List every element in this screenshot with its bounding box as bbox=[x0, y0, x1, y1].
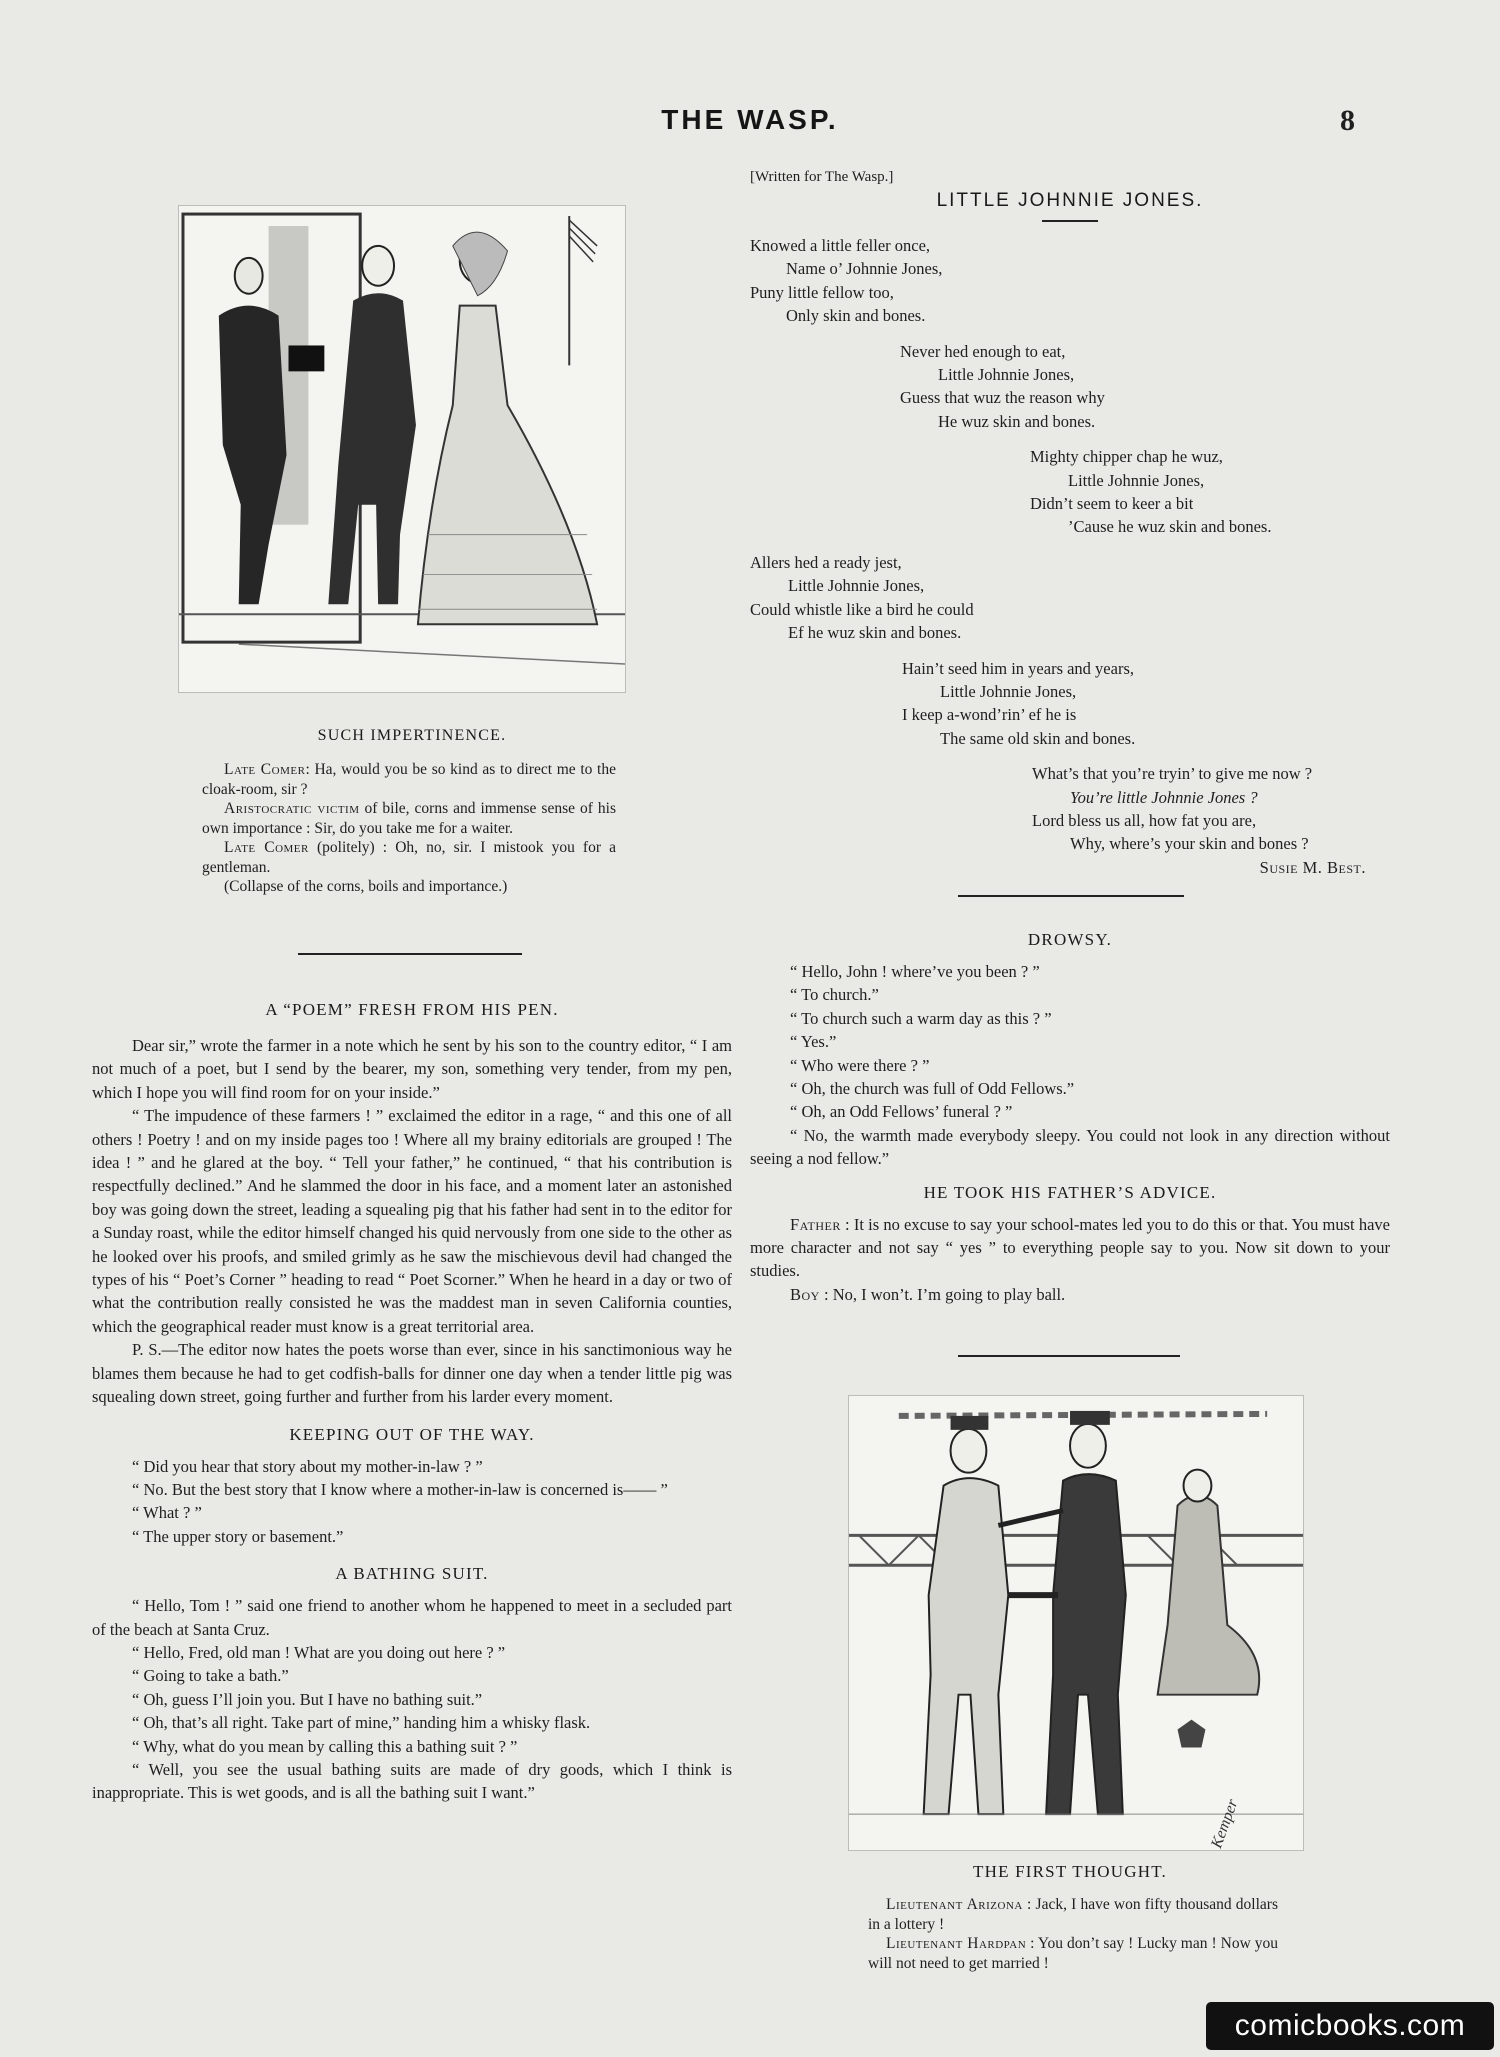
cartoon2-caption bbox=[750, 1862, 1390, 1882]
caption-line bbox=[202, 799, 616, 838]
cartoon-such-impertinence bbox=[178, 205, 626, 693]
dialog-line: “ Well, you see the usual bathing suits are made of dry goods, which I think is inappropriate. This is wet goods, and is all the bathing suit I want.” bbox=[92, 1759, 732, 1803]
dialog-line: “ Oh, an Odd Fellows’ funeral ? ” bbox=[790, 1102, 1013, 1122]
cartoon2-dialog bbox=[868, 1895, 1278, 1973]
caption-stage: (Collapse of the corns, boils and importance.) bbox=[224, 878, 508, 895]
divider bbox=[298, 953, 522, 955]
dialog-line: Boy : No, I won’t. I’m going to play ball. bbox=[790, 1284, 1066, 1304]
caption-text: of bile, corns and immense sense of his own importance : Sir, do you take me for a waiter. bbox=[202, 800, 616, 837]
dialog-line: “ Oh, that’s all right. Take part of mine,” handing him a whisky flask. bbox=[132, 1713, 591, 1733]
artist-signature: Kemper bbox=[1208, 1797, 1242, 1851]
stanza: Knowed a little feller once, Name o’ Johnnie Jones, Puny little fellow too, Only skin and bones. bbox=[750, 236, 943, 326]
watermark-logo: comicbooks.com bbox=[1206, 2002, 1494, 2050]
divider bbox=[958, 1355, 1180, 1357]
dialog-line: “ The upper story or basement.” bbox=[132, 1526, 344, 1546]
drowsy-title: DROWSY. bbox=[1027, 930, 1113, 949]
advice-title: HE TOOK HIS FATHER’S ADVICE. bbox=[923, 1182, 1217, 1202]
bathing-title: A BATHING SUIT. bbox=[335, 1564, 489, 1584]
dialog-line: “ To church.” bbox=[790, 985, 879, 1005]
dialog-line: Father : It is no excuse to say your school-mates led you to do this or that. You must have more character and not say “ yes ” to everything people say to you. Now sit down to your studies. bbox=[750, 1214, 1390, 1281]
page-number: 8 bbox=[1340, 104, 1355, 137]
dialog-line: “ Oh, the church was full of Odd Fellows.” bbox=[790, 1079, 1075, 1099]
speaker: Late Comer bbox=[224, 761, 306, 778]
caption-text: Ha, would you be so kind as to direct me to the cloak-room, sir ? bbox=[202, 761, 616, 798]
caption-text: Oh, no, sir. I mistook you for a gentleman. bbox=[202, 839, 616, 876]
paragraph: P. S.—The editor now hates the poets worse than ever, since in his sanctimonious way he blames them because he had to get codfish-balls for dinner one day when a tender little pig was squealing down street, going further and further from his larder every moment. bbox=[92, 1340, 732, 1407]
poem-title: LITTLE JOHNNIE JONES. bbox=[936, 190, 1204, 211]
paragraph: “ The impudence of these farmers ! ” exclaimed the editor in a rage, “ and this one of all others ! Poetry ! and on my inside pages too ! Where all my brainy editorials are grouped ! The idea ! ” and he glared at the boy. “ Tell your father,” he continued, “ that his contribution is respectfully declined.” And he slammed the door in his face, and a moment later an astonished boy was going down the street, leading a squealing pig that his father had sent in to the editor for a Sunday roast, while the editor himself changed his quid nervously from one side to the other as he looked over his proofs, and smiled grimly as he saw the mischievous devil had changed the types of his “ Poet’s Corner ” heading to read “ Poet Scorner.” When he heard in a day or two of what the contribution really consisted he was the maddest man in seven California counties, which the geographical reader must know is a great territorial area. bbox=[92, 1106, 732, 1336]
dialog-line: “ Did you hear that story about my mother-in-law ? ” bbox=[132, 1456, 483, 1476]
caption-line: Lieutenant Arizona : Jack, I have won fifty thousand dollars in a lottery ! bbox=[868, 1896, 1278, 1933]
poem-story bbox=[92, 1000, 732, 1805]
caption-line: Late Comer: Ha, would you be so kind as to direct me to the cloak-room, sir ? bbox=[202, 761, 616, 798]
left-column bbox=[92, 727, 732, 745]
cartoon-first-thought bbox=[848, 1395, 1304, 1851]
officers-illustration bbox=[849, 1396, 1303, 1850]
ballroom-illustration bbox=[179, 206, 625, 692]
stanza: Mighty chipper chap he wuz, Little Johnnie Jones, Didn’t seem to keer a bit ’Cause he wuz skin and bones. bbox=[1030, 447, 1272, 537]
cartoon2-title: THE FIRST THOUGHT. bbox=[973, 1862, 1167, 1881]
poem-credit: [Written for The Wasp.] bbox=[750, 169, 894, 185]
poem-author: Susie M. Best. bbox=[1259, 857, 1366, 877]
caption-line: Late Comer (politely) : Oh, no, sir. I mistook you for a gentleman. bbox=[202, 839, 616, 876]
dialog-line: “ No. But the best story that I know where a mother-in-law is concerned is—— ” bbox=[132, 1479, 668, 1499]
speaker: Father bbox=[790, 1214, 841, 1234]
cartoon1-title: SUCH IMPERTINENCE. bbox=[317, 727, 507, 744]
speaker: Lieutenant Hardpan bbox=[886, 1935, 1027, 1952]
stanza: Never hed enough to eat, Little Johnnie Jones, Guess that wuz the reason why He wuz skin and bones. bbox=[900, 341, 1105, 431]
dialog-line: “ Going to take a bath.” bbox=[132, 1666, 289, 1686]
poem-story-title: A “POEM” FRESH FROM HIS PEN. bbox=[265, 1000, 559, 1019]
masthead: THE WASP. bbox=[661, 104, 839, 135]
caption-line: Lieutenant Hardpan : You don’t say ! Lucky man ! Now you will not need to get married ! bbox=[868, 1935, 1278, 1972]
dialog-line: “ No, the warmth made everybody sleepy. You could not look in any direction without seeing a nod fellow.” bbox=[750, 1125, 1390, 1169]
title-rule bbox=[1042, 220, 1098, 222]
speaker: Lieutenant Arizona bbox=[886, 1896, 1023, 1913]
dialog-line: “ Yes.” bbox=[790, 1032, 837, 1052]
speaker: Aristocratic victim bbox=[224, 800, 360, 817]
dialog-line: “ Hello, John ! where’ve you been ? ” bbox=[790, 962, 1040, 981]
dialog-line: “ To church such a warm day as this ? ” bbox=[790, 1008, 1052, 1028]
cartoon1-caption bbox=[202, 760, 616, 897]
speaker: Boy bbox=[790, 1284, 820, 1304]
dialog-line: “ What ? ” bbox=[132, 1503, 202, 1523]
paragraph: Dear sir,” wrote the farmer in a note which he sent by his son to the country editor, “ I am not much of a poet, but I send by the bearer, my son, something very tender, from my pen, which I hope you will find room for on your inside.” bbox=[92, 1036, 732, 1102]
stanza: Hain’t seed him in years and years, Little Johnnie Jones, I keep a-wond’rin’ ef he is The same old skin and bones. bbox=[902, 658, 1136, 748]
stanza: Allers hed a ready jest, Little Johnnie Jones, Could whistle like a bird he could Ef he wuz skin and bones. bbox=[750, 552, 974, 643]
dialog-line: “ Oh, guess I’ll join you. But I have no bathing suit.” bbox=[132, 1689, 483, 1709]
speaker: Late Comer bbox=[224, 839, 309, 856]
keeping-title: KEEPING OUT OF THE WAY. bbox=[289, 1424, 535, 1444]
dialog-line: “ Hello, Fred, old man ! What are you doing out here ? ” bbox=[132, 1642, 506, 1662]
dialog-line: “ Why, what do you mean by calling this a bathing suit ? ” bbox=[132, 1736, 518, 1756]
dialog-line: “ Who were there ? ” bbox=[790, 1055, 930, 1075]
divider bbox=[958, 895, 1184, 897]
drowsy-section bbox=[750, 930, 1390, 1306]
stanza: What’s that you’re tryin’ to give me now ? You’re little Johnnie Jones ? Lord bless us all, how fat you are, Why, where’s your skin and bones ? bbox=[1032, 764, 1313, 854]
johnnie-jones-poem bbox=[750, 168, 1390, 879]
dialog-line: “ Hello, Tom ! ” said one friend to another whom he happened to meet in a secluded part of the beach at Santa Cruz. bbox=[92, 1596, 732, 1639]
